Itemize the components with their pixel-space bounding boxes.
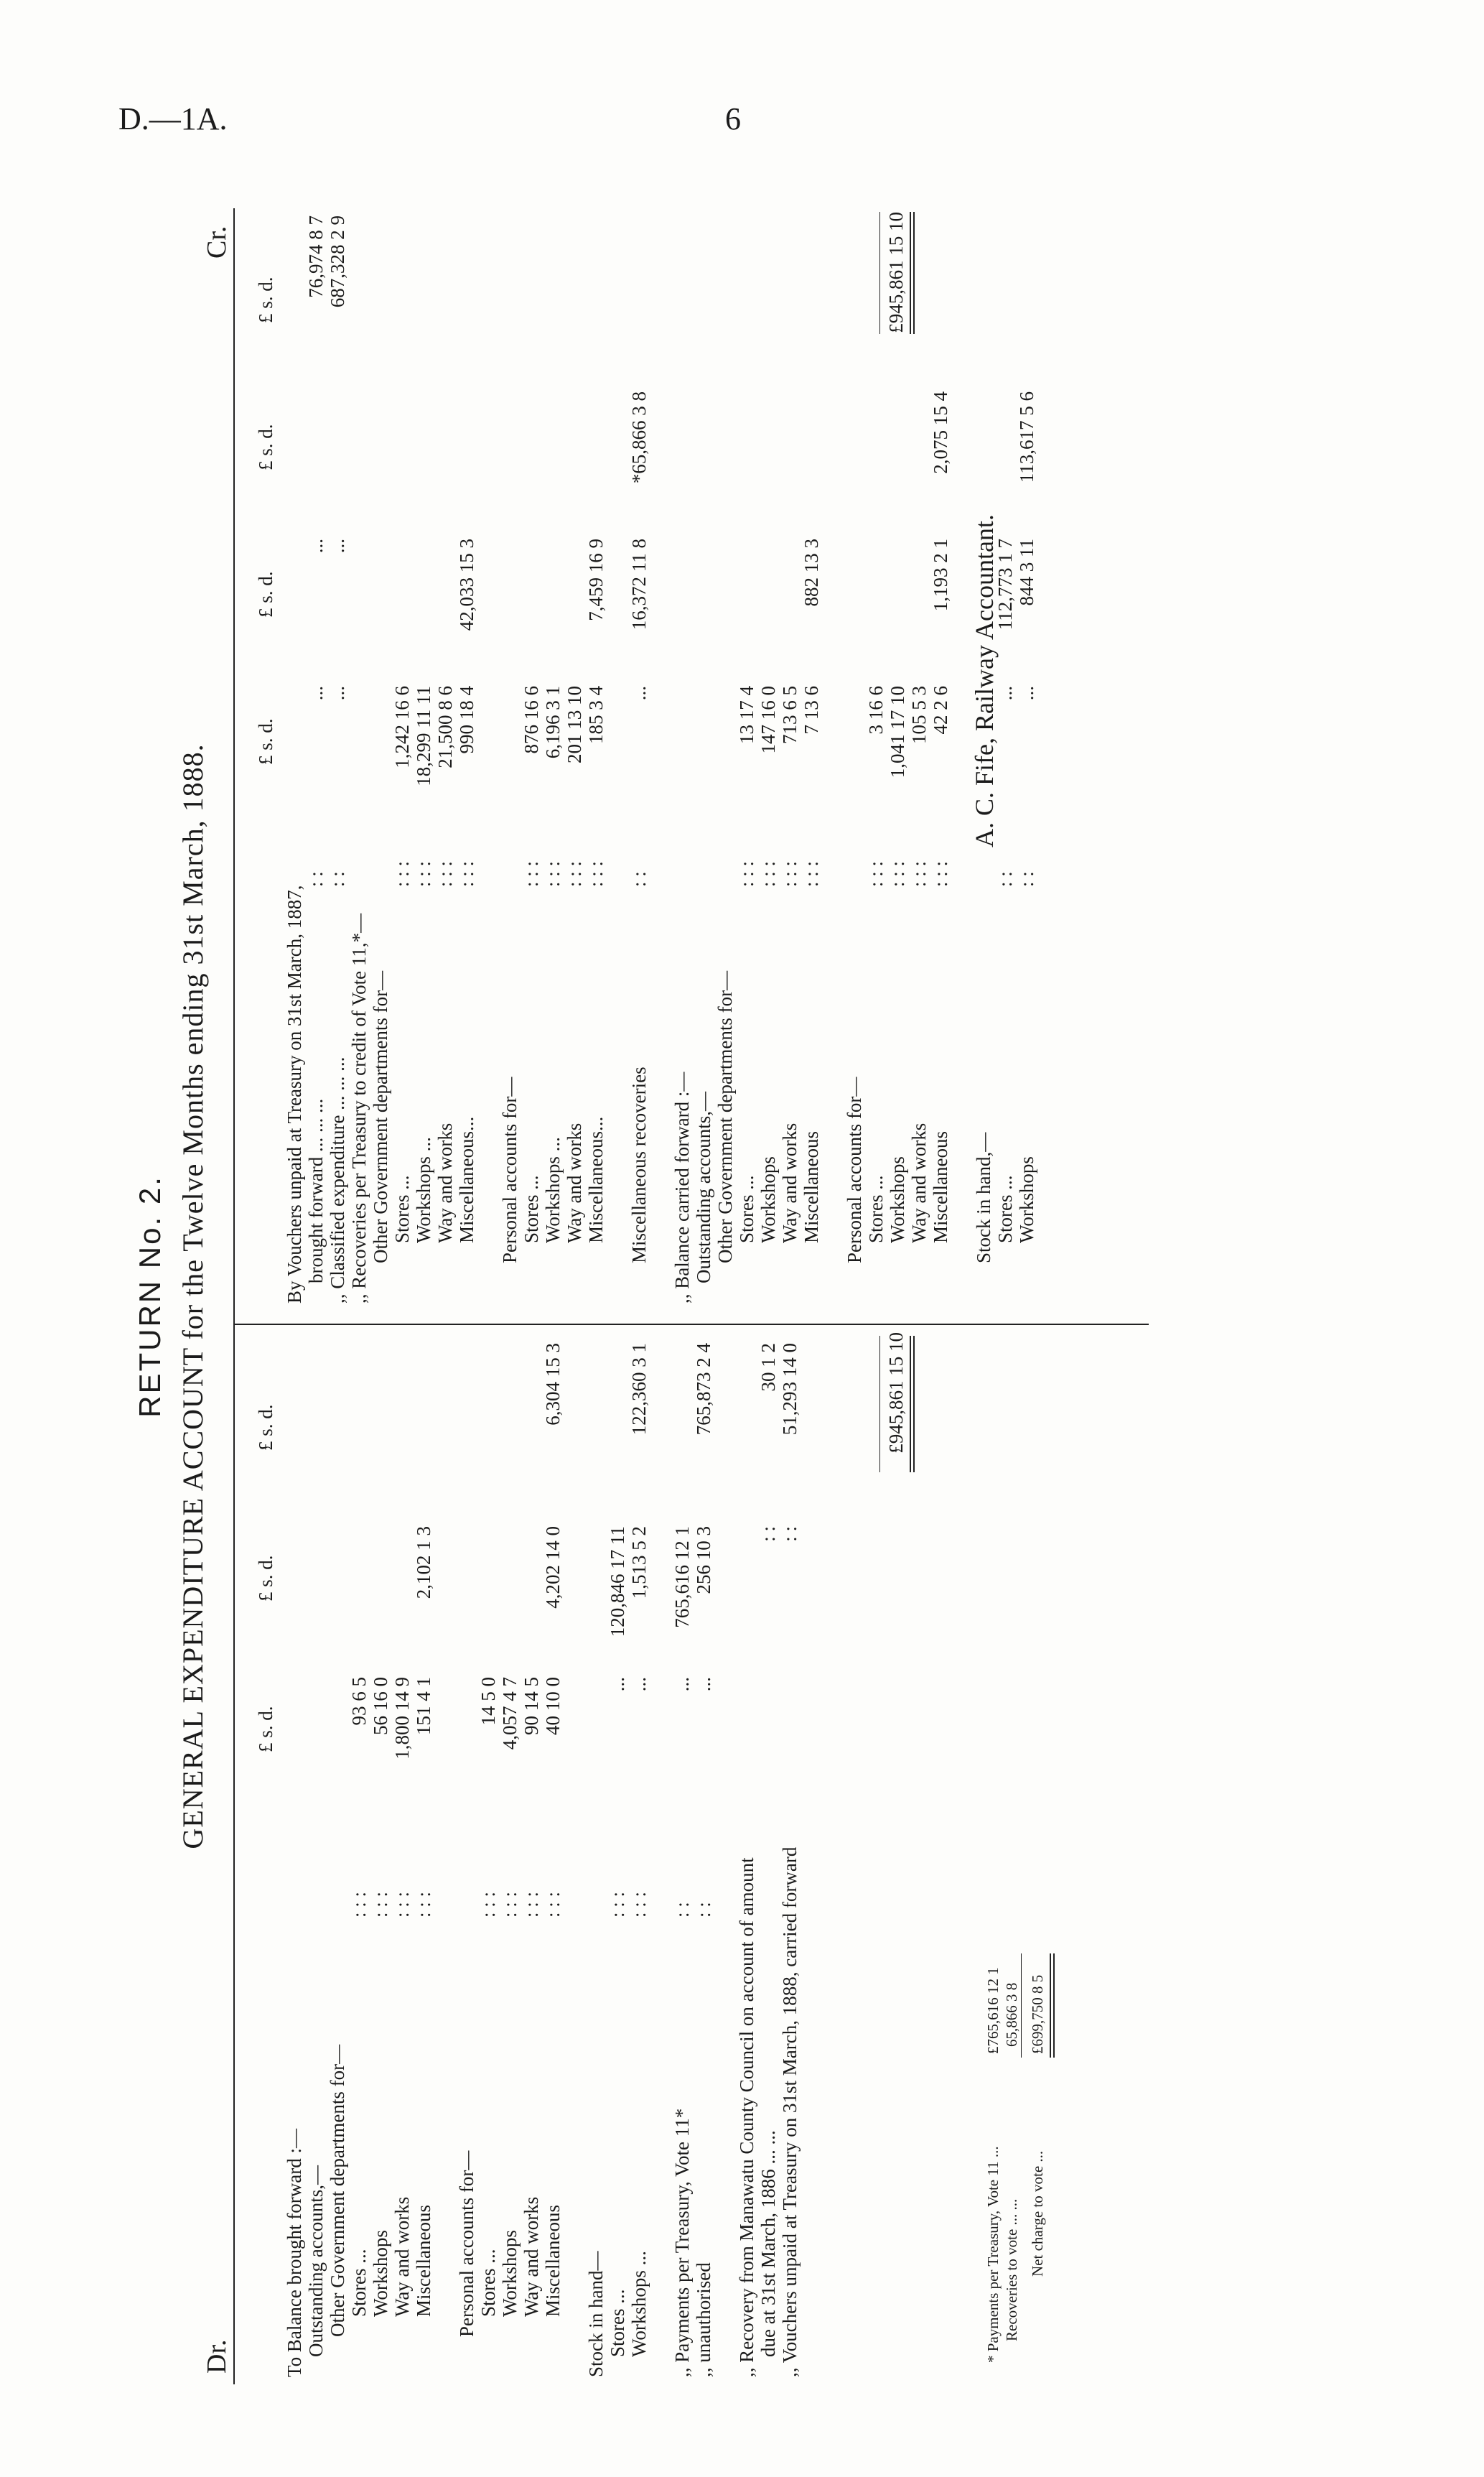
credit-row-leaders: : : :: [585, 860, 607, 887]
debit-amount-c3: 6,304 15 3: [542, 1343, 564, 1426]
credit-amount-c1: 18,299 11 11: [413, 686, 434, 786]
credit-col4-header: £ s. d.: [255, 276, 276, 323]
debit-row: [499, 1329, 521, 2384]
debit-row: [779, 1329, 801, 2384]
debit-row: [305, 1329, 327, 2384]
credit-row-label: Way and works: [564, 1123, 585, 1243]
credit-amount-c2: 16,372 11 8: [628, 539, 650, 631]
debit-row-leaders: : : :: [628, 1891, 650, 1918]
credit-amount-c1: 876 16 6: [521, 686, 542, 754]
debit-row: [671, 1329, 693, 2384]
credit-amount-c2: 844 3 11: [1016, 539, 1037, 606]
debit-amount-c2: 256 10 3: [693, 1526, 714, 1594]
debit-amount-c1: ...: [693, 1677, 714, 1692]
credit-amount-c1: 3 16 6: [865, 686, 887, 735]
debit-row: [564, 1329, 585, 2384]
debit-row-label: due at 31st March, 1886 ... ...: [757, 2130, 779, 2357]
debit-amount-c1: 56 16 0: [370, 1677, 391, 1735]
credit-row: [348, 208, 370, 1311]
debit-col3-header: £ s. d.: [255, 1404, 276, 1451]
credit-row-leaders: : : :: [930, 860, 951, 887]
credit-amount-c1: ...: [305, 686, 327, 701]
debit-row: [650, 1329, 671, 2384]
credit-amount-c1: 21,500 8 6: [434, 686, 456, 768]
credit-row-label: ,, Balance carried forward :—: [671, 1072, 693, 1303]
credit-amount-c1: 1,041 17 10: [887, 686, 908, 779]
debit-amount-c1: 40 10 0: [542, 1677, 564, 1735]
debit-row: [736, 1329, 757, 2384]
credit-col3-header: £ s. d.: [255, 424, 276, 470]
debit-row: [757, 1329, 779, 2384]
debit-amount-c2: 120,846 17 11: [607, 1526, 628, 1637]
credit-row-leaders: : : :: [413, 860, 434, 887]
debit-row-leaders: : :: [693, 1902, 714, 1918]
credit-row-leaders: : : :: [456, 860, 477, 887]
credit-row: [757, 208, 779, 1311]
debit-rows: [284, 1329, 801, 2384]
debit-row-label: Outstanding accounts,—: [305, 2165, 327, 2357]
credit-row-label: Personal accounts for—: [499, 1077, 521, 1263]
debit-row: [348, 1329, 370, 2384]
account-title: GENERAL EXPENDITURE ACCOUNT for the Twelve Months ending 31st March, 1888.: [177, 743, 209, 1849]
credit-row-label: Workshops: [1016, 1156, 1037, 1243]
debit-row-leaders: : : :: [521, 1891, 542, 1918]
footnote-line3-value: £699,750 8 5: [1029, 1974, 1046, 2054]
credit-amount-c3: *65,866 3 8: [628, 391, 650, 484]
credit-row: [908, 208, 930, 1311]
debit-amount-c3: 51,293 14 0: [779, 1343, 801, 1436]
credit-row-label: Miscellaneous recoveries: [628, 1066, 650, 1263]
credit-row: [822, 208, 844, 1311]
credit-row-label: Way and works: [908, 1123, 930, 1243]
footnote-line1-value: £765,616 12 1: [984, 1967, 1002, 2054]
debit-row-label: Personal accounts for—: [456, 2150, 477, 2337]
credit-row-leaders: : : :: [801, 860, 822, 887]
credit-amount-c1: 713 6 5: [779, 686, 801, 744]
debit-amount-c2: 765,616 12 1: [671, 1526, 693, 1628]
footnote: [984, 1967, 1050, 2363]
debit-row-leaders: : : :: [542, 1891, 564, 1918]
credit-row-label: Stock in hand,—: [973, 1132, 994, 1263]
credit-row: [564, 208, 585, 1311]
debit-row-label: Miscellaneous: [413, 2205, 434, 2317]
credit-row-leaders: : : :: [887, 860, 908, 887]
credit-total-rule: [879, 212, 880, 334]
debit-row-leaders: : : :: [370, 1891, 391, 1918]
credit-row-leaders: : :: [1016, 871, 1037, 887]
credit-row-label: Other Government departments for—: [370, 970, 391, 1263]
table-top-rule: [233, 208, 235, 2384]
credit-amount-c3: 2,075 15 4: [930, 391, 951, 474]
credit-amount-c1: 1,242 16 6: [391, 686, 413, 768]
credit-row: [628, 208, 650, 1311]
credit-row-label: Miscellaneous...: [585, 1116, 607, 1243]
credit-total-double-rule: [910, 212, 915, 334]
credit-row-leaders: : : :: [542, 860, 564, 887]
credit-row: [693, 208, 714, 1311]
credit-row: [585, 208, 607, 1311]
credit-row: [930, 208, 951, 1311]
debit-row-label: Way and works: [521, 2196, 542, 2317]
credit-amount-c1: 185 3 4: [585, 686, 607, 744]
credit-row: [801, 208, 822, 1311]
credit-row-label: Workshops: [887, 1156, 908, 1243]
credit-row: [714, 208, 736, 1311]
debit-row: [477, 1329, 499, 2384]
debit-amount-c2: 1,513 5 2: [628, 1526, 650, 1599]
debit-row: [714, 1329, 736, 2384]
credit-total-value: £945,861 15 10: [885, 212, 907, 333]
debit-row-leaders: : : :: [348, 1891, 370, 1918]
credit-row: [499, 208, 521, 1311]
credit-row-leaders: : : :: [736, 860, 757, 887]
credit-amount-c1: 105 5 3: [908, 686, 930, 744]
credit-col1-header: £ s. d.: [255, 718, 276, 765]
debit-amount-c3: 122,360 3 1: [628, 1343, 650, 1436]
debit-amount-c1: 90 14 5: [521, 1677, 542, 1735]
debit-amount-c2: 4,202 14 0: [542, 1526, 564, 1609]
debit-row-leaders: : : :: [499, 1891, 521, 1918]
credit-amount-c3: 113,617 5 6: [1016, 391, 1037, 483]
credit-amount-c2: ...: [305, 539, 327, 554]
debit-row-label: ,, Recovery from Manawatu County Council on account of amount: [736, 1857, 757, 2377]
credit-row: [736, 208, 757, 1311]
credit-row-label: Stores ...: [994, 1175, 1016, 1243]
credit-row-label: Other Government departments for—: [714, 970, 736, 1263]
credit-row-leaders: : : :: [865, 860, 887, 887]
credit-amount-c1: 13 17 4: [736, 686, 757, 744]
debit-row-leaders: : : :: [607, 1891, 628, 1918]
credit-amount-c1: ...: [327, 686, 348, 701]
debit-row: [693, 1329, 714, 2384]
credit-row-label: Stores ...: [391, 1175, 413, 1243]
credit-amount-c1: 990 18 4: [456, 686, 477, 754]
credit-row-leaders: : : :: [757, 860, 779, 887]
credit-row-label: Way and works: [434, 1123, 456, 1243]
credit-amount-c2: 7,459 16 9: [585, 539, 607, 621]
credit-total: [885, 212, 907, 359]
credit-amount-c1: 6,196 3 1: [542, 686, 564, 759]
credit-row-leaders: : :: [305, 871, 327, 887]
debit-row-label: Way and works: [391, 2196, 413, 2317]
debit-row: [434, 1329, 456, 2384]
debit-row-label: Stock in hand—: [585, 2251, 607, 2377]
credit-rows: [284, 208, 1037, 1311]
debit-total-double-rule: [910, 1336, 915, 1472]
credit-amount-c1: ...: [628, 686, 650, 701]
debit-row: [327, 1329, 348, 2384]
debit-column-headers: [255, 1329, 284, 2384]
credit-row-label: brought forward ... ... ...: [305, 1098, 327, 1283]
footnote-double-rule: [1050, 1953, 1055, 2058]
credit-row-label: Workshops ...: [542, 1137, 564, 1243]
credit-row: [391, 208, 413, 1311]
debit-total-value: £945,861 15 10: [885, 1332, 907, 1454]
credit-row: [413, 208, 434, 1311]
debit-amount-c3: 30 1 2: [757, 1343, 779, 1392]
credit-row-label: ,, Classified expenditure ... ... ...: [327, 1056, 348, 1303]
credit-row-label: Stores ...: [865, 1175, 887, 1243]
credit-amount-c2: 1,193 2 1: [930, 539, 951, 612]
credit-row: [284, 208, 305, 1311]
debit-amount-c2: 2,102 1 3: [413, 1526, 434, 1599]
credit-row: [1016, 208, 1037, 1311]
debit-row: [628, 1329, 650, 2384]
debit-row-label: Stores ...: [607, 2289, 628, 2357]
credit-amount-c2: ...: [327, 539, 348, 554]
credit-row-leaders: : :: [327, 871, 348, 887]
credit-row-leaders: : : :: [434, 860, 456, 887]
credit-row: [327, 208, 348, 1311]
debit-row-label: Workshops: [499, 2230, 521, 2317]
credit-amount-c4: 687,328 2 9: [327, 215, 348, 308]
credit-row-label: Outstanding accounts,—: [693, 1092, 714, 1283]
debit-row-label: Workshops: [370, 2230, 391, 2317]
credit-row-leaders: : : :: [564, 860, 585, 887]
debit-row-leaders: : : :: [477, 1891, 499, 1918]
credit-row-label: Personal accounts for—: [844, 1077, 865, 1263]
debit-row-label: To Balance brought forward :—: [284, 2128, 305, 2377]
credit-row-leaders: : :: [994, 871, 1016, 887]
credit-row: [887, 208, 908, 1311]
credit-row-leaders: : : :: [521, 860, 542, 887]
credit-amount-c1: 42 2 6: [930, 686, 951, 735]
credit-amount-c1: ...: [1016, 686, 1037, 701]
debit-amount-c1: ...: [671, 1677, 693, 1692]
footnote-line1-label: * Payments per Treasury, Vote 11 ...: [984, 2146, 1002, 2363]
debit-amount-c1: 1,800 14 9: [391, 1677, 413, 1760]
credit-amount-c1: 147 16 0: [757, 686, 779, 754]
credit-row: [650, 208, 671, 1311]
debit-row: [391, 1329, 413, 2384]
credit-row-leaders: : : :: [779, 860, 801, 887]
page-number: 6: [725, 101, 741, 136]
credit-amount-c1: 201 13 10: [564, 686, 585, 763]
debit-row: [585, 1329, 607, 2384]
debit-row-label: Miscellaneous: [542, 2205, 564, 2317]
debit-row-label: Stores ...: [477, 2249, 499, 2317]
credit-row: [521, 208, 542, 1311]
debit-row-label: Stores ...: [348, 2249, 370, 2317]
document-id: D.—1A.: [118, 101, 228, 136]
debit-row-label: Other Government departments for—: [327, 2044, 348, 2337]
credit-amount-c1: 7 13 6: [801, 686, 822, 735]
debit-row-label: Workshops ...: [628, 2251, 650, 2357]
cr-label: Cr.: [202, 226, 232, 259]
credit-row-label: Workshops: [757, 1156, 779, 1243]
debit-row: [456, 1329, 477, 2384]
credit-row-leaders: : :: [628, 871, 650, 887]
center-divider: [233, 1324, 1149, 1325]
debit-amount-c1: 151 4 1: [413, 1677, 434, 1735]
footnote-line3-label: Net charge to vote ...: [1029, 2150, 1046, 2277]
debit-amount-c1: 14 5 0: [477, 1677, 499, 1726]
credit-row-leaders: : : :: [908, 860, 930, 887]
credit-row: [456, 208, 477, 1311]
credit-row: [542, 208, 564, 1311]
debit-row-leaders: : : :: [391, 1891, 413, 1918]
debit-row: [413, 1329, 434, 2384]
credit-row: [865, 208, 887, 1311]
debit-row-leaders: : :: [671, 1902, 693, 1918]
debit-row-label: ,, Vouchers unpaid at Treasury on 31st March, 1888, carried forward: [779, 1846, 801, 2377]
debit-total-rule: [879, 1336, 880, 1472]
credit-row-leaders: : : :: [391, 860, 413, 887]
debit-row: [521, 1329, 542, 2384]
accountant-signature: A. C. Fife, Railway Accountant.: [970, 514, 999, 847]
credit-amount-c2: 42,033 15 3: [456, 539, 477, 631]
credit-side: [255, 208, 1037, 1311]
rotated-account-table: [133, 208, 1317, 2384]
debit-side: [255, 1329, 801, 2384]
footnote-line2-label: Recoveries to vote ... ...: [1003, 2198, 1020, 2341]
footnote-line2-value: 65,866 3 8: [1003, 1982, 1020, 2047]
credit-row-label: Miscellaneous: [930, 1131, 951, 1243]
credit-row-label: Stores ...: [521, 1175, 542, 1243]
credit-row-label: Way and works: [779, 1123, 801, 1243]
debit-amount-c1: ...: [607, 1677, 628, 1692]
credit-row-label: Workshops ...: [413, 1137, 434, 1243]
debit-row-label: ,, unauthorised: [693, 2262, 714, 2377]
debit-row-leaders: : : :: [413, 1891, 434, 1918]
credit-row-label: ,, Recoveries per Treasury to credit of Vote 11,*—: [348, 913, 370, 1303]
credit-row: [607, 208, 628, 1311]
debit-col2-header: £ s. d.: [255, 1555, 276, 1602]
credit-row-label: By Vouchers unpaid at Treasury on 31st March, 1887,: [284, 885, 305, 1303]
debit-amount-c2: : :: [779, 1526, 801, 1542]
debit-row: [542, 1329, 564, 2384]
credit-row: [370, 208, 391, 1311]
dr-label: Dr.: [202, 2339, 232, 2374]
credit-row: [305, 208, 327, 1311]
credit-row: [844, 208, 865, 1311]
debit-row-label: ,, Payments per Treasury, Vote 11*: [671, 2108, 693, 2377]
debit-row: [284, 1329, 305, 2384]
credit-amount-c1: ...: [994, 686, 1016, 701]
credit-amount-c4: 76,974 8 7: [305, 215, 327, 298]
debit-amount-c1: 4,057 4 7: [499, 1677, 521, 1750]
credit-row-label: Miscellaneous...: [456, 1116, 477, 1243]
credit-row-label: Miscellaneous: [801, 1131, 822, 1243]
return-title: RETURN No. 2.: [133, 1175, 167, 1418]
debit-amount-c1: 93 6 5: [348, 1677, 370, 1726]
credit-row: [434, 208, 456, 1311]
debit-row: [370, 1329, 391, 2384]
credit-row: [671, 208, 693, 1311]
debit-amount-c1: ...: [628, 1677, 650, 1692]
debit-total: [885, 1332, 907, 1479]
debit-amount-c3: 765,873 2 4: [693, 1343, 714, 1436]
credit-row: [779, 208, 801, 1311]
debit-row: [607, 1329, 628, 2384]
footnote-rule: [1021, 1953, 1022, 2058]
debit-amount-c2: : :: [757, 1526, 779, 1542]
credit-amount-c2: 112,773 1 7: [994, 539, 1016, 631]
debit-col1-header: £ s. d.: [255, 1706, 276, 1752]
credit-col2-header: £ s. d.: [255, 571, 276, 618]
credit-row-label: Stores ...: [736, 1175, 757, 1243]
credit-column-headers: [255, 208, 284, 1311]
credit-row: [477, 208, 499, 1311]
credit-amount-c2: 882 13 3: [801, 539, 822, 607]
